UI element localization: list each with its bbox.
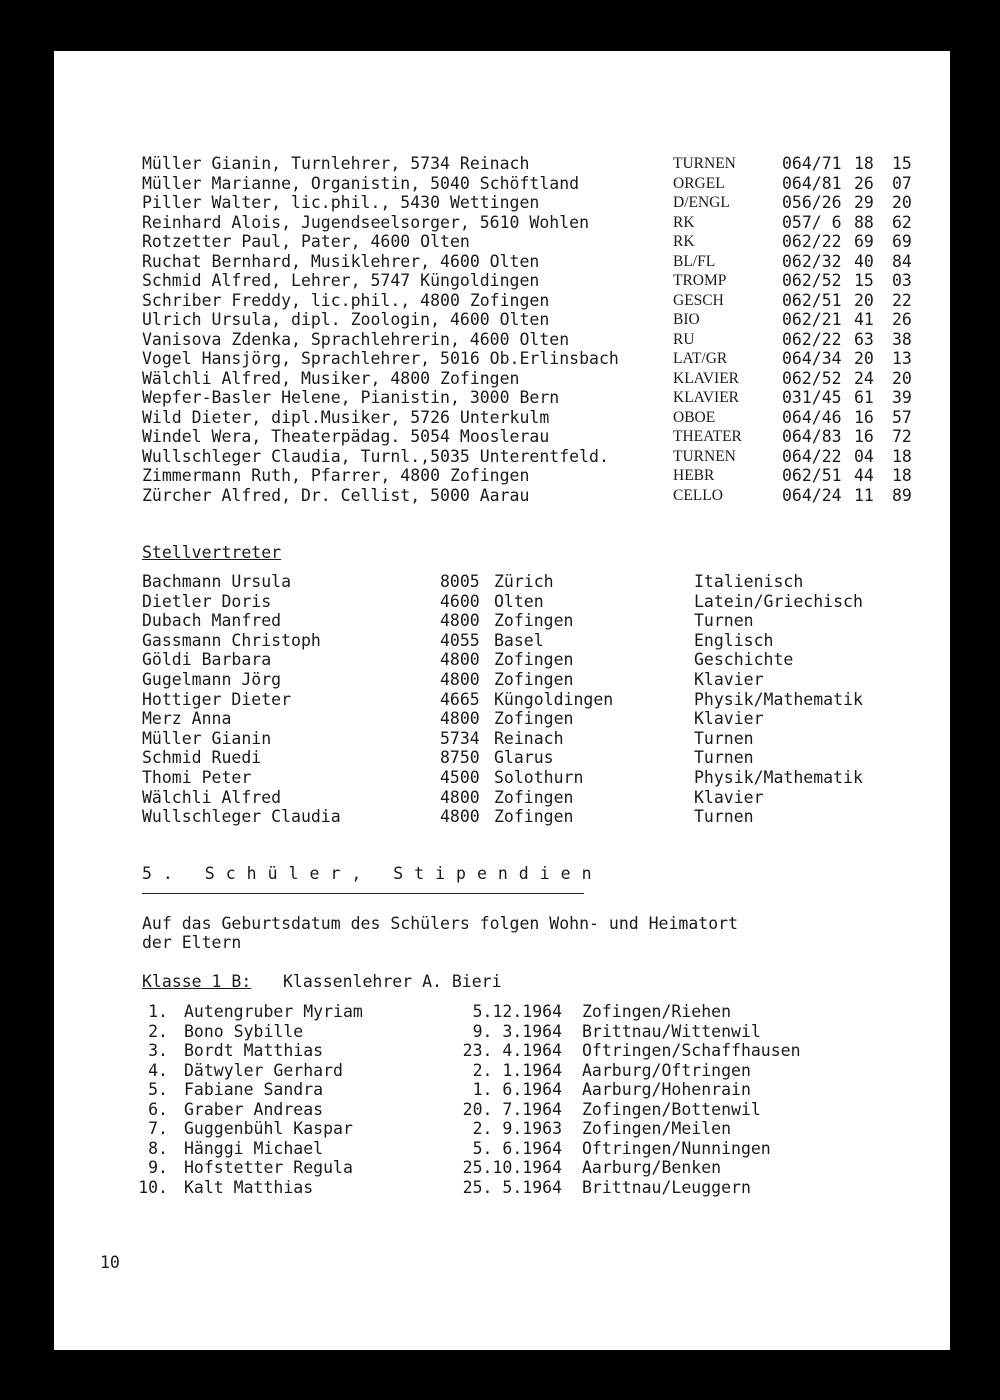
- teacher-phone-part1: 16: [854, 407, 874, 427]
- student-number: 8.: [148, 1138, 168, 1158]
- teacher-phone-part2: 89: [892, 485, 912, 505]
- teacher-name: Piller Walter, lic.phil., 5430 Wettingen: [142, 193, 540, 212]
- substitute-row: [54, 748, 950, 768]
- teacher-row: [54, 486, 950, 506]
- teacher-phone-area: 064/83: [782, 427, 842, 446]
- student-name: Bordt Matthias: [184, 1041, 324, 1060]
- student-number: 1.: [148, 1002, 168, 1021]
- student-birthdate: 5. 6.1964: [472, 1138, 562, 1158]
- teacher-row: [54, 369, 950, 389]
- teacher-name: Müller Gianin, Turnlehrer, 5734 Reinach: [142, 154, 530, 173]
- teacher-row: [54, 154, 950, 174]
- student-row: [54, 1080, 950, 1100]
- teacher-name: Vogel Hansjörg, Sprachlehrer, 5016 Ob.Erlinsbach: [142, 349, 619, 368]
- teacher-name: Reinhard Alois, Jugendseelsorger, 5610 Wohlen: [142, 212, 590, 232]
- class-teacher: Klassenlehrer A. Bieri: [283, 972, 502, 991]
- student-birthdate: 20. 7.1964: [462, 1099, 562, 1119]
- teacher-phone-part1: 24: [854, 368, 874, 388]
- student-number: 10.: [138, 1177, 168, 1197]
- teacher-subject: TURNEN: [673, 447, 736, 465]
- teacher-name: Müller Marianne, Organistin, 5040 Schöftland: [142, 173, 580, 193]
- teacher-subject: TROMP: [673, 272, 727, 289]
- substitute-name: Merz Anna: [142, 709, 232, 729]
- teacher-name: Vanisova Zdenka, Sprachlehrerin, 4600 Olten: [142, 329, 570, 349]
- teacher-row: [54, 408, 950, 428]
- substitute-town: Zofingen: [494, 650, 574, 670]
- substitute-row: [54, 611, 950, 631]
- substitute-name: Wullschleger Claudia: [142, 807, 341, 827]
- student-row: [54, 1041, 950, 1061]
- student-name: Hofstetter Regula: [184, 1158, 353, 1177]
- teacher-row: [54, 291, 950, 311]
- substitute-town: Basel: [494, 630, 544, 650]
- student-places: Aarburg/Oftringen: [582, 1060, 751, 1080]
- student-places: Zofingen/Bottenwil: [582, 1099, 761, 1119]
- student-number: 3.: [148, 1041, 168, 1060]
- substitute-row: [54, 650, 950, 670]
- teacher-phone-area: 031/45: [782, 388, 842, 407]
- teacher-phone-part1: 20: [854, 290, 874, 310]
- teacher-phone-part2: 39: [892, 388, 912, 407]
- substitute-name: Hottiger Dieter: [142, 689, 292, 709]
- teacher-subject: ORGEL: [673, 174, 725, 192]
- student-number: 6.: [148, 1099, 168, 1119]
- substitute-name: Dubach Manfred: [142, 611, 282, 631]
- teacher-name: Zimmermann Ruth, Pfarrer, 4800 Zofingen: [142, 466, 530, 485]
- intro-line-1: Auf das Geburtsdatum des Schülers folgen Wohn- und Heimatort: [142, 914, 739, 933]
- student-birthdate: 23. 4.1964: [462, 1041, 562, 1060]
- substitute-town: Olten: [494, 591, 544, 611]
- teacher-phone-part1: 69: [854, 232, 874, 251]
- teacher-phone-part1: 44: [854, 466, 874, 485]
- teacher-phone-part2: 69: [892, 232, 912, 251]
- student-places: Oftringen/Schaffhausen: [582, 1041, 801, 1060]
- substitute-subject: Physik/Mathematik: [694, 768, 863, 787]
- substitute-postcode: 5734: [440, 728, 480, 748]
- teacher-phone-area: 062/32: [782, 251, 842, 271]
- teacher-name: Wepfer-Basler Helene, Pianistin, 3000 Bern: [142, 388, 560, 407]
- substitute-subject: Turnen: [694, 728, 754, 748]
- substitute-subject: Geschichte: [694, 650, 794, 670]
- teacher-subject: BIO: [673, 311, 700, 328]
- teacher-subject: LAT/GR: [673, 350, 728, 367]
- teacher-row: [54, 330, 950, 350]
- student-row: [54, 1100, 950, 1120]
- section-5-underline: [142, 893, 584, 894]
- student-birthdate: 9. 3.1964: [472, 1021, 562, 1041]
- page-number: 10: [100, 1253, 120, 1272]
- substitute-row: [54, 788, 950, 808]
- teacher-subject: D/ENGL: [673, 194, 730, 211]
- teacher-row: [54, 232, 950, 252]
- intro-line-2: der Eltern: [142, 933, 242, 952]
- teacher-row: [54, 193, 950, 213]
- teacher-name: Rotzetter Paul, Pater, 4600 Olten: [142, 232, 470, 251]
- substitute-subject: Turnen: [694, 611, 754, 631]
- teacher-row: [54, 310, 950, 330]
- substitute-subject: Physik/Mathematik: [694, 689, 863, 709]
- substitute-name: Gugelmann Jörg: [142, 670, 282, 689]
- teacher-phone-part1: 11: [854, 485, 874, 505]
- teacher-phone-part2: 57: [892, 407, 912, 427]
- student-name: Fabiane Sandra: [184, 1080, 324, 1099]
- student-row: [54, 1178, 950, 1198]
- substitute-postcode: 4800: [440, 650, 480, 670]
- teacher-phone-area: 064/24: [782, 485, 842, 505]
- teacher-row: [54, 427, 950, 447]
- teacher-phone-area: 062/51: [782, 466, 842, 485]
- student-birthdate: 2. 9.1963: [472, 1119, 562, 1138]
- substitute-postcode: 4800: [440, 807, 480, 827]
- teacher-phone-area: 064/71: [782, 154, 842, 173]
- teacher-phone-part1: 40: [854, 251, 874, 271]
- teacher-phone-part1: 18: [854, 154, 874, 173]
- teacher-phone-part2: 07: [892, 173, 912, 193]
- teacher-row: [54, 466, 950, 486]
- teacher-subject: HEBR: [673, 467, 715, 484]
- teacher-phone-area: 062/52: [782, 368, 842, 388]
- substitute-postcode: 4800: [440, 787, 480, 807]
- teacher-phone-area: 062/22: [782, 232, 842, 251]
- substitute-postcode: 4800: [440, 611, 480, 631]
- student-row: [54, 1022, 950, 1042]
- substitute-row: [54, 631, 950, 651]
- substitute-town: Zofingen: [494, 807, 574, 827]
- teacher-phone-part2: 26: [892, 310, 912, 329]
- substitute-postcode: 4800: [440, 709, 480, 729]
- teacher-subject: RK: [673, 213, 695, 231]
- teacher-phone-area: 064/34: [782, 349, 842, 368]
- teacher-name: Wälchli Alfred, Musiker, 4800 Zofingen: [142, 368, 520, 388]
- teacher-subject: THEATER: [673, 428, 742, 445]
- teacher-row: [54, 349, 950, 369]
- student-birthdate: 2. 1.1964: [472, 1060, 562, 1080]
- teacher-phone-part1: 04: [854, 446, 874, 466]
- substitute-subject: Klavier: [694, 709, 764, 729]
- student-birthdate: 1. 6.1964: [472, 1080, 562, 1099]
- substitute-town: Zürich: [494, 572, 554, 591]
- teacher-phone-area: 062/22: [782, 329, 842, 349]
- teacher-phone-area: 056/26: [782, 193, 842, 212]
- teacher-subject: BL/FL: [673, 252, 716, 270]
- student-name: Dätwyler Gerhard: [184, 1060, 343, 1080]
- teacher-name: Zürcher Alfred, Dr. Cellist, 5000 Aarau: [142, 485, 530, 505]
- substitute-town: Solothurn: [494, 768, 584, 787]
- substitute-town: Zofingen: [494, 709, 574, 729]
- teacher-name: Schriber Freddy, lic.phil., 4800 Zofingen: [142, 290, 550, 310]
- teacher-phone-part1: 41: [854, 310, 874, 329]
- substitute-town: Reinach: [494, 728, 564, 748]
- teacher-phone-part2: 38: [892, 329, 912, 349]
- student-places: Brittnau/Leuggern: [582, 1177, 751, 1197]
- substitute-row: [54, 690, 950, 710]
- teacher-row: [54, 271, 950, 291]
- teacher-phone-part2: 62: [892, 212, 912, 232]
- teacher-phone-part1: 15: [854, 271, 874, 290]
- substitute-town: Zofingen: [494, 670, 574, 689]
- student-number: 9.: [148, 1158, 168, 1177]
- teacher-name: Wild Dieter, dipl.Musiker, 5726 Unterkulm: [142, 407, 550, 427]
- teacher-phone-part2: 15: [892, 154, 912, 173]
- student-name: Kalt Matthias: [184, 1177, 314, 1197]
- student-name: Hänggi Michael: [184, 1138, 324, 1158]
- substitute-postcode: 8005: [440, 572, 480, 591]
- substitute-postcode: 4665: [440, 689, 480, 709]
- substitutes-heading: Stellvertreter: [142, 543, 282, 562]
- substitute-town: Zofingen: [494, 787, 574, 807]
- substitute-postcode: 4500: [440, 768, 480, 787]
- teacher-subject: CELLO: [673, 486, 723, 504]
- teacher-name: Schmid Alfred, Lehrer, 5747 Küngoldingen: [142, 271, 540, 290]
- substitute-name: Göldi Barbara: [142, 650, 272, 670]
- substitute-row: [54, 768, 950, 788]
- teacher-phone-area: 064/81: [782, 173, 842, 193]
- substitute-postcode: 4055: [440, 630, 480, 650]
- substitute-name: Thomi Peter: [142, 768, 252, 787]
- teacher-subject: OBOE: [673, 408, 716, 426]
- substitute-subject: Englisch: [694, 630, 774, 650]
- substitute-town: Zofingen: [494, 611, 574, 631]
- student-row: [54, 1002, 950, 1022]
- student-number: 2.: [148, 1021, 168, 1041]
- student-row: [54, 1119, 950, 1139]
- student-name: Bono Sybille: [184, 1021, 304, 1041]
- student-row: [54, 1158, 950, 1178]
- substitute-postcode: 8750: [440, 748, 480, 768]
- substitute-name: Schmid Ruedi: [142, 748, 262, 768]
- substitute-postcode: 4600: [440, 591, 480, 611]
- teacher-name: Windel Wera, Theaterpädag. 5054 Mooslerau: [142, 427, 550, 446]
- teacher-phone-part2: 18: [892, 446, 912, 466]
- student-number: 7.: [148, 1119, 168, 1138]
- substitute-row: [54, 592, 950, 612]
- substitute-name: Wälchli Alfred: [142, 787, 282, 807]
- teacher-phone-part2: 20: [892, 368, 912, 388]
- teacher-row: [54, 252, 950, 272]
- document-page: [54, 51, 950, 1350]
- student-row: [54, 1061, 950, 1081]
- teacher-subject: RU: [673, 330, 695, 348]
- substitute-subject: Turnen: [694, 748, 754, 768]
- substitute-subject: Klavier: [694, 787, 764, 807]
- substitute-name: Dietler Doris: [142, 591, 272, 611]
- teacher-phone-part1: 63: [854, 329, 874, 349]
- teacher-phone-part1: 26: [854, 173, 874, 193]
- teacher-row: [54, 447, 950, 467]
- teacher-name: Ulrich Ursula, dipl. Zoologin, 4600 Olten: [142, 310, 550, 329]
- student-name: Graber Andreas: [184, 1099, 324, 1119]
- teacher-row: [54, 174, 950, 194]
- teacher-subject: GESCH: [673, 291, 724, 309]
- substitute-name: Gassmann Christoph: [142, 630, 321, 650]
- teacher-phone-part1: 20: [854, 349, 874, 368]
- teacher-phone-area: 064/22: [782, 446, 842, 466]
- teacher-subject: KLAVIER: [673, 389, 740, 406]
- teacher-subject: KLAVIER: [673, 369, 740, 387]
- teacher-phone-area: 062/21: [782, 310, 842, 329]
- student-birthdate: 5.12.1964: [472, 1002, 562, 1021]
- teacher-subject: TURNEN: [673, 155, 736, 172]
- student-number: 5.: [148, 1080, 168, 1099]
- teacher-phone-part1: 16: [854, 427, 874, 446]
- substitute-row: [54, 572, 950, 592]
- teacher-phone-part2: 22: [892, 290, 912, 310]
- teacher-phone-area: 057/ 6: [782, 212, 842, 232]
- teacher-subject: RK: [673, 233, 695, 250]
- substitute-row: [54, 729, 950, 749]
- teacher-phone-area: 062/51: [782, 290, 842, 310]
- teacher-phone-part1: 88: [854, 212, 874, 232]
- student-places: Zofingen/Meilen: [582, 1119, 732, 1138]
- teacher-phone-part2: 13: [892, 349, 912, 368]
- student-row: [54, 1139, 950, 1159]
- teacher-phone-area: 062/52: [782, 271, 842, 290]
- student-birthdate: 25.10.1964: [462, 1158, 562, 1177]
- teacher-phone-part2: 84: [892, 251, 912, 271]
- substitute-row: [54, 670, 950, 690]
- teacher-row: [54, 388, 950, 408]
- student-places: Aarburg/Benken: [582, 1158, 722, 1177]
- student-name: Guggenbühl Kaspar: [184, 1119, 353, 1138]
- substitute-town: Küngoldingen: [494, 689, 614, 709]
- student-places: Aarburg/Hohenrain: [582, 1080, 751, 1099]
- substitute-row: [54, 709, 950, 729]
- teacher-row: [54, 213, 950, 233]
- substitute-subject: Turnen: [694, 807, 754, 827]
- teacher-name: Ruchat Bernhard, Musiklehrer, 4600 Olten: [142, 251, 540, 271]
- substitute-name: Bachmann Ursula: [142, 572, 292, 591]
- substitute-postcode: 4800: [440, 670, 480, 689]
- substitute-subject: Italienisch: [694, 572, 804, 591]
- substitute-name: Müller Gianin: [142, 728, 272, 748]
- teacher-phone-part1: 29: [854, 193, 874, 212]
- teacher-phone-part2: 03: [892, 271, 912, 290]
- teacher-phone-part2: 20: [892, 193, 912, 212]
- student-name: Autengruber Myriam: [184, 1002, 363, 1021]
- section-5-heading: 5. Schüler, Stipendien: [142, 864, 603, 883]
- substitute-subject: Klavier: [694, 670, 764, 689]
- class-label: Klasse 1 B:: [142, 972, 252, 991]
- substitute-town: Glarus: [494, 748, 554, 768]
- substitute-subject: Latein/Griechisch: [694, 591, 863, 611]
- student-places: Brittnau/Wittenwil: [582, 1021, 761, 1041]
- substitute-row: [54, 807, 950, 827]
- student-number: 4.: [148, 1060, 168, 1080]
- teacher-phone-part2: 18: [892, 466, 912, 485]
- teacher-phone-part2: 72: [892, 427, 912, 446]
- student-places: Zofingen/Riehen: [582, 1002, 732, 1021]
- teacher-phone-area: 064/46: [782, 407, 842, 427]
- student-birthdate: 25. 5.1964: [462, 1177, 562, 1197]
- student-places: Oftringen/Nunningen: [582, 1138, 771, 1158]
- teacher-name: Wullschleger Claudia, Turnl.,5035 Unterentfeld.: [142, 446, 609, 466]
- teacher-phone-part1: 61: [854, 388, 874, 407]
